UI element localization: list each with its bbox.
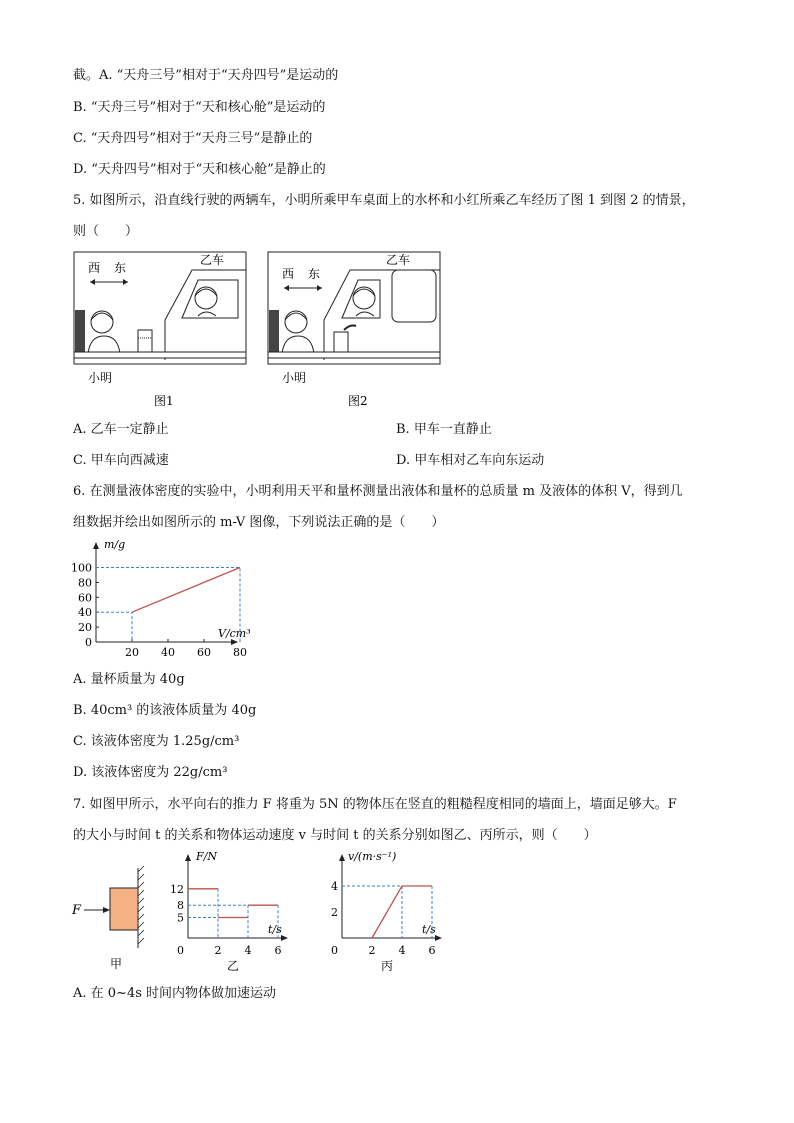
guide-line (96, 612, 132, 642)
y-axis-arrow (185, 854, 191, 861)
block (110, 888, 138, 930)
figure-caption: 图2 (348, 394, 368, 408)
west-label: 西 (88, 261, 101, 275)
q4-option-d: D. “天舟四号”相对于“天和核心舱”是静止的 (73, 162, 326, 177)
q6-option-b: B. 40cm³ 的该液体质量为 40g (73, 703, 257, 718)
x-axis-arrow (281, 935, 288, 941)
x-axis-label: t/s (268, 923, 282, 936)
y-tick-label: 12 (170, 882, 184, 896)
q4-line-a: 截。A. “天舟三号”相对于“天舟四号”是运动的 (73, 68, 339, 83)
force-label: F (72, 903, 82, 918)
velocity-time-chart (322, 852, 452, 976)
x-axis-label: t/s (422, 923, 436, 936)
girl-avatar (195, 287, 217, 309)
q6-stem-line2: 组数据并绘出如图所示的 m-V 图像，下列说法正确的是（ ） (73, 515, 445, 530)
table (268, 352, 440, 358)
q5-figure-1 (70, 248, 250, 408)
q6-stem-line1: 6. 在测量液体密度的实验中，小明利用天平和量杯测量出液体和量杯的总质量 m 及液体的体积 V，得到几 (73, 484, 683, 499)
q5-option-b: B. 甲车一直静止 (396, 422, 492, 437)
q5-option-a: A. 乙车一定静止 (73, 422, 169, 437)
car-label: 乙车 (200, 253, 225, 267)
x-tick-label: 2 (214, 944, 222, 957)
y-tick-label: 40 (78, 606, 92, 620)
x-tick-label: 4 (244, 944, 252, 957)
q7-stem-line2: 的大小与时间 t 的关系和物体运动速度 v 与时间 t 的关系分别如图乙、丙所示，则（ ） (73, 828, 597, 843)
x-tick-label: 60 (197, 646, 211, 659)
seat-back (75, 310, 85, 354)
q6-option-c: C. 该液体密度为 1.25g/cm³ (73, 734, 240, 749)
q5-figure-2 (264, 248, 444, 408)
q6-option-a: A. 量杯质量为 40g (73, 672, 185, 687)
y-tick-label: 8 (177, 899, 184, 913)
car-body (165, 270, 246, 360)
q4-option-b: B. “天舟三号”相对于“天和核心舱”是运动的 (73, 100, 326, 115)
q5-stem-line2: 则（ ） (73, 224, 139, 239)
boy-avatar (285, 311, 307, 333)
y-tick-label: 4 (331, 880, 338, 893)
wall-hatching (138, 866, 144, 944)
x-axis-arrow (435, 935, 442, 941)
y-axis-label: m/g (104, 540, 126, 551)
y-axis-label: F/N (196, 852, 217, 863)
chart-caption: 丙 (380, 959, 394, 973)
mv-chart (62, 540, 252, 660)
seat-back (269, 310, 279, 354)
west-label: 西 (282, 267, 295, 281)
q5-stem-line1: 5. 如图所示，沿直线行驶的两辆车，小明所乘甲车桌面上的水杯和小红所乘乙车经历了图 1 到图 2 的情景， (73, 193, 695, 208)
data-line (132, 568, 240, 613)
origin-label: 0 (177, 944, 184, 957)
boy-avatar (91, 311, 113, 333)
y-tick-label: 100 (71, 561, 92, 575)
x-tick-label: 40 (161, 646, 175, 659)
q7-stem-line1: 7. 如图甲所示，水平向右的推力 F 将重为 5N 的物体压在竖直的粗糙程度相同的墙面上，墙面足够大。F (73, 797, 677, 812)
person-label: 小明 (88, 371, 113, 385)
x-axis-label: V/cm³ (218, 627, 251, 640)
x-tick-label: 2 (368, 944, 376, 957)
x-tick-label: 80 (233, 646, 247, 659)
y-tick-label: 60 (78, 591, 92, 605)
y-tick-label: 0 (85, 636, 92, 649)
x-tick-label: 6 (428, 944, 436, 957)
x-tick-label: 6 (274, 944, 282, 957)
y-tick-label: 20 (78, 621, 92, 635)
chart-caption: 乙 (226, 959, 240, 973)
y-tick-label: 2 (331, 906, 338, 919)
q7-option-a: A. 在 0~4s 时间内物体做加速运动 (73, 986, 277, 1001)
y-tick-label: 80 (78, 576, 92, 590)
x-tick-label: 20 (125, 646, 139, 659)
origin-label: 0 (331, 944, 338, 957)
east-label: 东 (114, 261, 127, 275)
y-axis-label: v/(m·s⁻¹) (348, 852, 397, 863)
q6-option-d: D. 该液体密度为 22g/cm³ (73, 765, 228, 780)
force-time-chart (168, 852, 298, 976)
q5-option-c: C. 甲车向西减速 (73, 453, 169, 468)
y-axis-arrow (339, 854, 345, 861)
east-label: 东 (308, 267, 321, 281)
water-cup (334, 332, 348, 352)
q5-option-d: D. 甲车相对乙车向东运动 (396, 453, 545, 468)
figure-caption: 甲 (110, 957, 123, 971)
x-tick-label: 4 (398, 944, 406, 957)
car-rear-window (392, 270, 436, 322)
water-splash (344, 326, 356, 331)
q4-option-c: C. “天舟四号”相对于“天舟三号”是静止的 (73, 131, 313, 146)
table (74, 352, 246, 358)
y-axis-arrow (93, 542, 99, 549)
figure-caption: 图1 (154, 394, 174, 408)
q7-figure-jia (68, 862, 158, 974)
y-tick-label: 5 (177, 911, 184, 925)
girl-avatar (353, 287, 375, 309)
person-label: 小明 (282, 371, 307, 385)
water-cup (138, 330, 152, 352)
car-label: 乙车 (386, 253, 411, 267)
